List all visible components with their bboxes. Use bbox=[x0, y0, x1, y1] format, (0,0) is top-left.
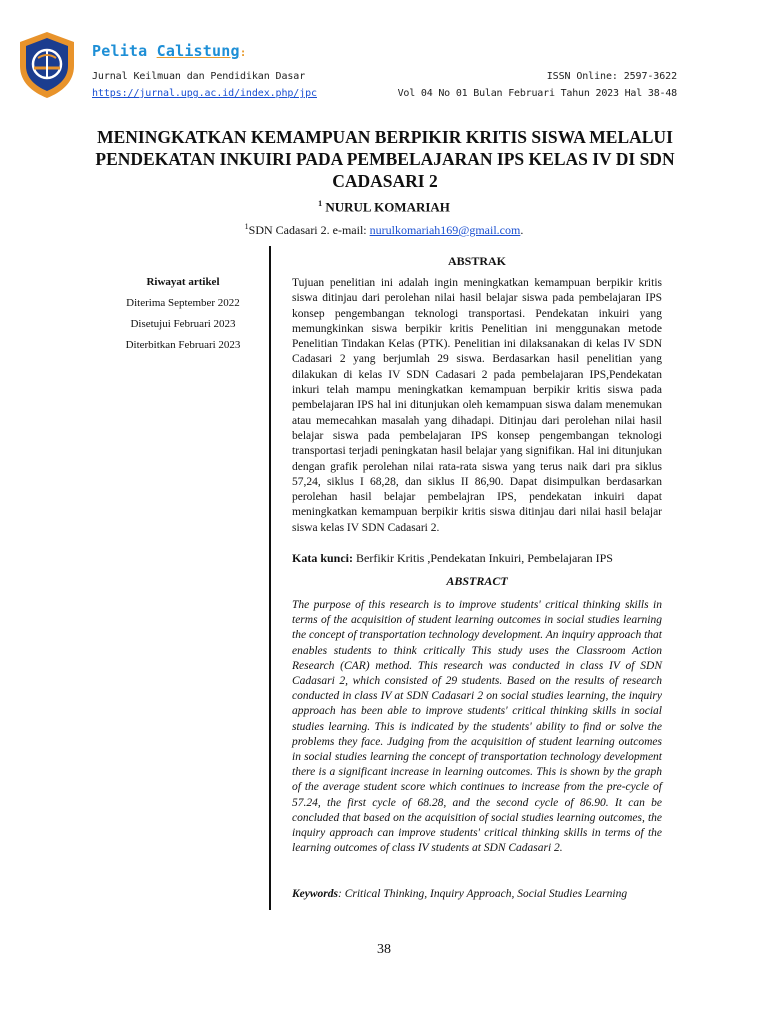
journal-name-part2: Calistung bbox=[156, 42, 240, 60]
abstrak-heading: ABSTRAK bbox=[447, 254, 506, 268]
article-title: MENINGKATKAN KEMAMPUAN BERPIKIR KRITIS SISWA MELALUI PENDEKATAN INKUIRI PADA PEMBELAJARAN IPS KELAS IV DI SDN CADASARI 2 bbox=[95, 127, 675, 191]
journal-url-link[interactable]: https://jurnal.upg.ac.id/index.php/jpc bbox=[92, 88, 317, 99]
history-published: Diterbitkan Februari 2023 bbox=[125, 339, 241, 351]
abstract-heading: ABSTRACT bbox=[446, 574, 508, 588]
abstrak-text: Tujuan penelitian ini adalah ingin meningkatkan kemampuan berpikir kritis siswa ditinjau dari perolehan nilai hasil belajar siswa pada pembelajaran IPS konsep pengembangan teknologi transportasi. Pendekatan inkuiri yang memungkinkan siswa berpikir kritis Penelitian ini menggunakan metode Penelitian Tindakan Kelas (PTK). Penelitian ini dilaksanakan di kelas IV SDN Cadasari 2 yang berjumlah 29 siswa. Berdasarkan hasil penelitian yang dilakukan di kelas IV SDN Cadasari 2 pada pembelajaran IPS,Pendekatan inkuri telah mampu meningkatkan kemampuan berpikir kritis siswa pada pembelajaran IPS hal ini ditunjukan oleh kemampuan siswa dalam menemukan atau memecahkan masalah yang dihadapi. Ditinjau dari perolehan nilai hasil belajar siswa pada pembelajaran IPS konsep pengembangan teknologi transportasi terjadi peningkatan hasil belajar yang signifikan. Hal ini ditunjukan dengan grafik perolehan nilai rata-rata siswa yang terus naik dari pra siklus 57,24, siklus I 68,28, dan siklus II 86,90. Dapat disimpulkan berdasarkan perolehan hasil belajar pembelajran IPS, pendekatan inkuiri dapat meningkatkan kemampuan berpikir kritis siswa ditinjau dari nilai hasil belajar siswa kelas IV SDN Cadasari 2. bbox=[292, 277, 662, 534]
journal-name-part1: Pelita bbox=[92, 42, 148, 60]
author-email-link[interactable]: nurulkomariah169@gmail.com bbox=[369, 223, 521, 237]
affiliation-line bbox=[0, 222, 768, 238]
journal-name-colon: : bbox=[239, 46, 247, 59]
page-number: 38 bbox=[377, 942, 391, 957]
keywords-label: Keywords bbox=[292, 888, 338, 900]
journal-name bbox=[92, 42, 247, 60]
author-superscript: 1 bbox=[318, 199, 323, 208]
history-approved: Disetujui Februari 2023 bbox=[130, 318, 236, 330]
article-history bbox=[108, 276, 258, 360]
keywords-value: : Critical Thinking, Inquiry Approach, Social Studies Learning bbox=[338, 888, 628, 900]
history-received: Diterima September 2022 bbox=[126, 297, 240, 309]
keywords bbox=[292, 888, 662, 900]
column-divider bbox=[269, 246, 271, 910]
affiliation-text: SDN Cadasari 2. e-mail: bbox=[248, 223, 370, 237]
affiliation-end: . bbox=[520, 223, 524, 237]
journal-logo bbox=[16, 30, 78, 100]
abstract-text: The purpose of this research is to improve students' critical thinking skills in terms of the acquisition of student learning outcomes in social studies learning the concept of transportation technology development. An inquiry approach that enables students to think critically This study uses the Classroom Action Research (CAR) method. This research was conducted in class IV of SDN Cadasari 2, which consisted of 29 students. Based on the results of research conducted in class IV at SDN Cadasari 2 on social studies learning, the inquiry approach has been able to improve students' critical thinking skills in social studies learning. This is indicated by the students' ability to find or solve the problems they face. Judging from the acquisition of student learning outcomes in social studies learning the concept of transportation technology development there is a significant increase in learning outcomes. This is shown by the graph of the average student score which continues to increase from the pre-cycle of 57.24, the first cycle of 68.28, and the second cycle of 86.90. It can be concluded that based on the acquisition of social studies learning outcomes, the inquiry approach can improve students' critical thinking skills in terms of the learning outcomes of class IV students at SDN Cadasari 2. bbox=[292, 599, 662, 855]
journal-subtitle: Jurnal Keilmuan dan Pendidikan Dasar bbox=[92, 71, 306, 82]
issn-online: ISSN Online: 2597-3622 bbox=[546, 71, 677, 82]
author-name: NURUL KOMARIAH bbox=[325, 199, 450, 215]
kata-kunci-value: Berfikir Kritis ,Pendekatan Inkuiri, Pembelajaran IPS bbox=[353, 551, 613, 565]
affiliation-superscript: 1 bbox=[244, 222, 249, 231]
kata-kunci bbox=[292, 551, 662, 566]
kata-kunci-label: Kata kunci: bbox=[292, 551, 354, 565]
volume-info: Vol 04 No 01 Bulan Februari Tahun 2023 Hal 38-48 bbox=[397, 88, 677, 99]
author-line bbox=[0, 199, 768, 215]
history-heading: Riwayat artikel bbox=[146, 276, 220, 288]
